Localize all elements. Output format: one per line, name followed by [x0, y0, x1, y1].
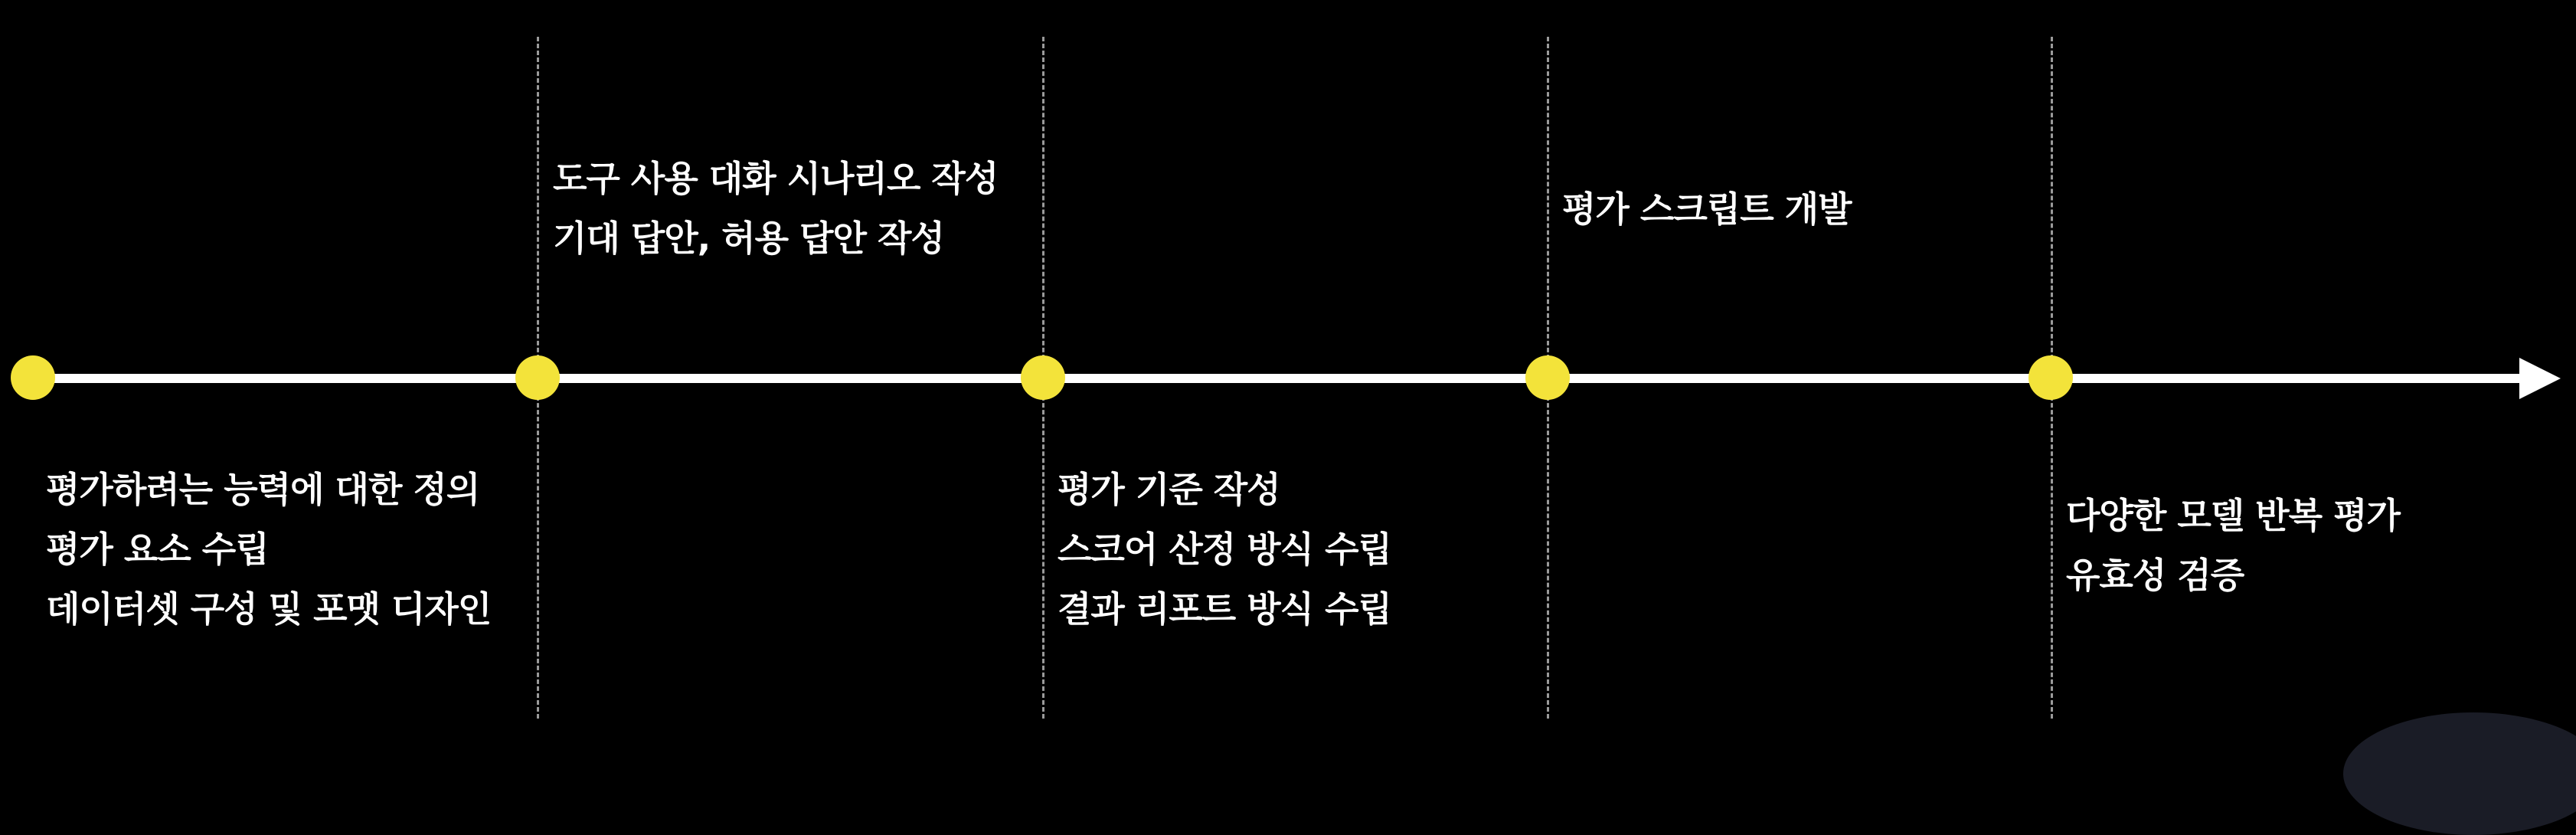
milestone-dot-1 — [11, 355, 55, 400]
stage-1-label — [46, 460, 491, 639]
stage-3-label — [1058, 460, 1391, 639]
stage-3-line-3: 결과 리포트 방식 수립 — [1058, 588, 1391, 630]
stage-5-line-2: 유효성 검증 — [2066, 555, 2244, 596]
corner-glow-decoration — [2343, 712, 2576, 835]
milestone-dot-2 — [515, 355, 560, 400]
stage-3-line-1: 평가 기준 작성 — [1058, 469, 1280, 510]
stage-5-line-1: 다양한 모델 반복 평가 — [2066, 495, 2400, 536]
milestone-dot-4 — [1525, 355, 1570, 400]
stage-2-line-1: 도구 사용 대화 시나리오 작성 — [553, 158, 999, 199]
stage-4-label — [1562, 179, 1852, 239]
stage-1-line-1: 평가하려는 능력에 대한 정의 — [46, 469, 480, 510]
timeline-arrowhead — [2519, 358, 2561, 399]
milestone-dot-3 — [1021, 355, 1065, 400]
milestone-dot-5 — [2028, 355, 2073, 400]
stage-2-label — [553, 149, 998, 268]
stage-1-line-3: 데이터셋 구성 및 포맷 디자인 — [46, 588, 492, 630]
stage-2-line-2: 기대 답안, 허용 답안 작성 — [553, 218, 944, 259]
timeline-line — [32, 374, 2529, 383]
stage-5-label — [2066, 486, 2400, 605]
stage-1-line-2: 평가 요소 수립 — [46, 529, 269, 570]
stage-3-line-2: 스코어 산정 방식 수립 — [1058, 529, 1391, 570]
stage-4-line-1: 평가 스크립트 개발 — [1562, 188, 1852, 230]
